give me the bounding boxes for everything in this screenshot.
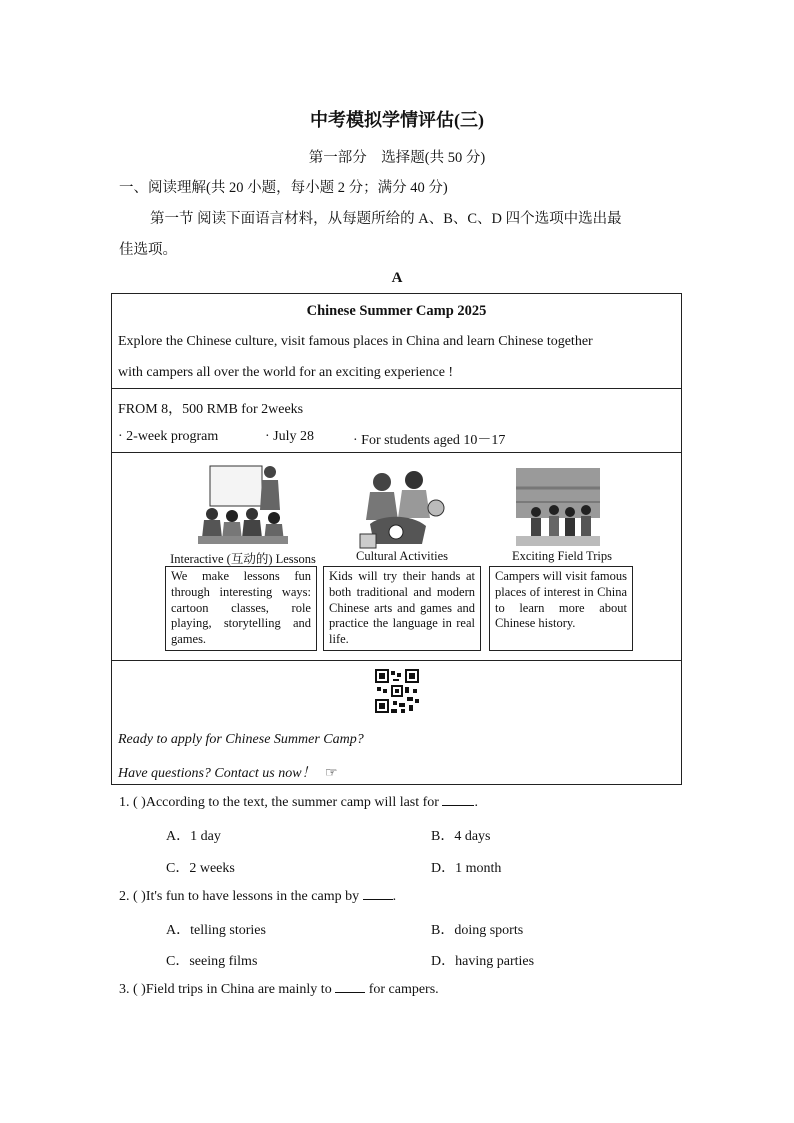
question-number: 2. ( ) (119, 889, 146, 904)
question-2 (119, 888, 396, 905)
page-title: 中考模拟学情评估(三) (310, 110, 484, 130)
question-stem: Field trips in China are mainly to (145, 982, 332, 997)
option-2a[interactable]: A．telling stories (166, 923, 266, 938)
divider (112, 452, 681, 453)
divider (112, 388, 681, 389)
card-lessons: We make lessons fun through interesting ways: cartoon classes, role playing, storytelling and games. (165, 566, 317, 651)
card-activities: Kids will try their hands at both traditional and modern Chinese arts and games and practice the language in real life. (323, 566, 481, 651)
contact-prompt[interactable] (118, 762, 338, 782)
camp-advertisement (111, 293, 682, 785)
ad-price: FROM 8，500 RMB for 2weeks (118, 402, 304, 417)
contact-text: Have questions? Contact us now！ (118, 766, 316, 781)
classroom-illustration (192, 462, 292, 548)
option-1d[interactable]: D．1 month (431, 861, 502, 876)
pointing-hand-icon[interactable]: ☞ (325, 766, 338, 781)
instruction-line-1: 第一节 阅读下面语言材料，从每题所给的 A、B、C、D 四个选项中选出最 (150, 211, 622, 227)
answer-blank (442, 794, 474, 806)
instruction-line-2: 佳选项。 (119, 242, 177, 258)
part-heading: 第一部分 选择题(共 50 分) (308, 150, 486, 166)
ad-info-date: · July 28 (265, 429, 314, 444)
question-stem: According to the text, the summer camp will last for (145, 795, 439, 810)
card-title-lessons: Interactive (互动的) Lessons (170, 552, 316, 566)
apply-prompt: Ready to apply for Chinese Summer Camp? (118, 732, 364, 747)
question-3 (119, 981, 439, 998)
card-field-trips: Campers will visit famous places of interest in China to learn more about Chinese history. (489, 566, 633, 651)
ad-title: Chinese Summer Camp 2025 (306, 303, 487, 319)
ad-intro-line-1: Explore the Chinese culture, visit famous places in China and learn Chinese together (118, 334, 593, 349)
section-heading: 一、阅读理解(共 20 小题，每小题 2 分；满分 40 分) (119, 180, 448, 196)
ad-intro-line-2: with campers all over the world for an exciting experience ! (118, 365, 454, 380)
option-1c[interactable]: C．2 weeks (166, 861, 235, 876)
option-2c[interactable]: C．seeing films (166, 954, 258, 969)
question-stem-end: . (474, 795, 478, 810)
card-title-activities: Cultural Activities (355, 549, 448, 563)
qr-code[interactable] (375, 669, 419, 713)
question-1 (119, 794, 478, 811)
option-1a[interactable]: A．1 day (166, 829, 221, 844)
option-2b[interactable]: B．doing sports (431, 923, 524, 938)
answer-blank (363, 888, 393, 900)
question-number: 3. ( ) (119, 982, 146, 997)
question-stem-end: for campers. (368, 982, 439, 997)
cultural-activities-illustration (352, 468, 450, 552)
question-number: 1. ( ) (119, 795, 146, 810)
option-1b[interactable]: B．4 days (431, 829, 491, 844)
divider (112, 660, 681, 661)
ad-info-age: · For students aged 10－17 (353, 433, 506, 448)
question-stem-end: . (392, 889, 397, 904)
passage-label: A (391, 270, 403, 286)
question-stem: It's fun to have lessons in the camp by (145, 889, 360, 904)
option-2d[interactable]: D．having parties (431, 954, 535, 969)
answer-blank (335, 981, 365, 993)
ad-info-program: · 2-week program (118, 429, 219, 444)
card-title-field-trips: Exciting Field Trips (511, 549, 613, 563)
field-trip-illustration (516, 468, 600, 548)
